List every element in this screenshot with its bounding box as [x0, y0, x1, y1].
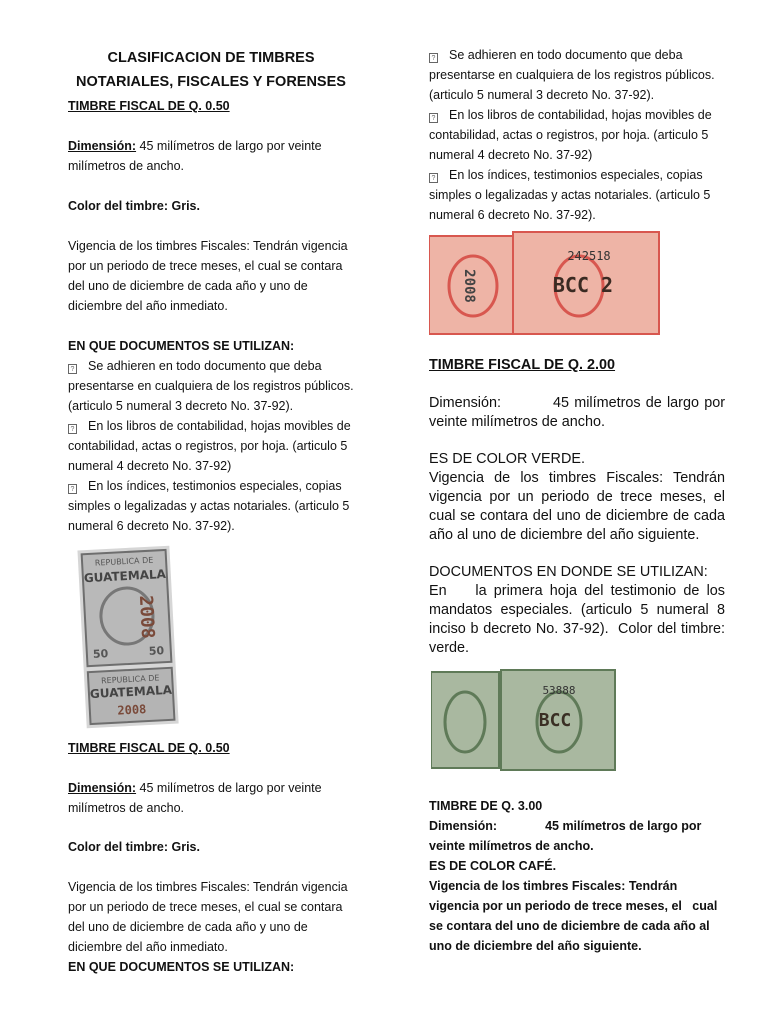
- list-item: ? En los libros de contabilidad, hojas movibles de contabilidad, actas o registros, por hoja. (articulo 5 numeral 4 decreto No. 37-92): [68, 419, 351, 473]
- gray-stamp-image: [68, 540, 188, 732]
- section-heading-2: TIMBRE FISCAL DE Q. 0.50: [68, 741, 230, 755]
- q3-dimension-cont: veinte milímetros de ancho.: [429, 839, 594, 853]
- dimension-label: Dimensión:: [68, 139, 137, 153]
- gray-stamp-overprint: 2008: [134, 594, 159, 640]
- list-item: ? En los libros de contabilidad, hojas movibles de contabilidad, actas o registros, por hoja. (articulo 5 numeral 4 decreto No. 37-92): [429, 108, 712, 162]
- vigencia-paragraph: Vigencia de los timbres Fiscales: Tendrán vigencia por un periodo de trece meses, el cual se contara del uno de diciembre de cada año y uno de diciembre del año inmediato.: [68, 239, 348, 313]
- green-stamp-overprint: BCC: [538, 710, 572, 731]
- docs-heading: EN QUE DOCUMENTOS SE UTILIZAN:: [68, 339, 295, 353]
- bullet-list: [68, 356, 354, 536]
- bullet-list-right: [429, 45, 725, 225]
- dimension-label-2: Dimensión:: [68, 781, 137, 795]
- green-stamp-image: [431, 668, 619, 772]
- bullet-icon: ?: [68, 364, 77, 374]
- document-title: [68, 46, 354, 94]
- section-heading: TIMBRE FISCAL DE Q. 0.50: [68, 99, 230, 113]
- list-item: ? Se adhieren en todo documento que deba presentarse en cualquiera de los registros públicos. (articulo 5 numeral 3 decreto No. 37-92).: [429, 48, 715, 102]
- q3-vigencia: Vigencia de los timbres Fiscales: Tendrán vigencia por un periodo de trece meses, el cual se contara del uno de diciembre de cada año al uno de diciembre del año siguiente.: [429, 879, 721, 953]
- q3-dimension-text: 45 milímetros de largo por: [545, 819, 702, 833]
- q2-dimension: Dimensión: 45 milímetros de largo por veinte milímetros de ancho.: [429, 395, 729, 430]
- dimension-text: 45 milímetros de largo por veinte milímetros de ancho.: [68, 139, 322, 173]
- color-text-2: Color del timbre: Gris.: [68, 840, 200, 854]
- vigencia-paragraph-2: Vigencia de los timbres Fiscales: Tendrán vigencia por un periodo de trece meses, el cual se contara del uno de diciembre de cada año y uno de diciembre del año inmediato.: [68, 880, 348, 954]
- red-stamp-year: 2008: [461, 269, 477, 303]
- red-stamp-number: 242518: [567, 249, 611, 263]
- title-line-2: NOTARIALES, FISCALES Y FORENSES: [76, 74, 346, 90]
- svg-text:GUATEMALA: GUATEMALA: [89, 682, 173, 702]
- red-stamp-image: [429, 228, 661, 336]
- docs-heading-2: EN QUE DOCUMENTOS SE UTILIZAN:: [68, 960, 295, 974]
- q3-color: ES DE COLOR CAFÉ.: [429, 859, 557, 873]
- q2-color: ES DE COLOR VERDE.: [429, 451, 585, 467]
- bullet-icon: ?: [68, 424, 77, 434]
- gray-stamp-value-right: 50: [148, 644, 165, 658]
- list-item: ? En los índices, testimonios especiales, copias simples o legalizadas y actas notariales. (articulo 5 numeral 6 decreto No. 37-92).: [68, 479, 350, 533]
- green-stamp-number: 53888: [542, 684, 576, 697]
- red-stamp-overprint: BCC 2: [552, 273, 614, 297]
- bullet-icon: ?: [68, 484, 77, 494]
- dimension-paragraph: [68, 136, 354, 176]
- color-text: Color del timbre: Gris.: [68, 199, 200, 213]
- title-line-1: CLASIFICACION DE TIMBRES: [107, 50, 315, 66]
- q3-heading: TIMBRE DE Q. 3.00: [429, 799, 543, 813]
- bullet-icon: ?: [429, 113, 438, 123]
- q2-heading: TIMBRE FISCAL DE Q. 2.00: [429, 357, 616, 373]
- q2-docs-heading: DOCUMENTOS EN DONDE SE UTILIZAN:: [429, 564, 708, 580]
- dimension-paragraph-2: [68, 778, 354, 818]
- gray-stamp-header: REPUBLICA DE: [94, 555, 154, 568]
- list-item: ? En los índices, testimonios especiales, copias simples o legalizadas y actas notariales. (articulo 5 numeral 6 decreto No. 37-92).: [429, 168, 711, 222]
- bullet-icon: ?: [429, 53, 438, 63]
- bullet-icon: ?: [429, 173, 438, 183]
- q3-dimension: [429, 816, 725, 836]
- svg-text:2008: 2008: [117, 702, 147, 718]
- q2-vigencia: Vigencia de los timbres Fiscales: Tendrán vigencia por un periodo de trece meses, el cual se contara del uno de diciembre de cada año al uno de diciembre del año siguiente.: [429, 470, 745, 543]
- dimension-text-2: 45 milímetros de largo por veinte milímetros de ancho.: [68, 781, 322, 815]
- gray-stamp-country: GUATEMALA: [83, 566, 167, 586]
- q3-dimension-label: Dimensión:: [429, 819, 498, 833]
- gray-stamp-value-left: 50: [92, 647, 109, 661]
- q2-docs-text: En la primera hoja del testimonio de los mandatos especiales. (articulo 5 numeral 8 inciso b decreto No. 37-92). Color del timbre: verde.: [429, 583, 729, 656]
- svg-text:REPUBLICA DE: REPUBLICA DE: [100, 673, 160, 686]
- list-item: ? Se adhieren en todo documento que deba presentarse en cualquiera de los registros públicos. (articulo 5 numeral 3 decreto No. 37-92).: [68, 359, 354, 413]
